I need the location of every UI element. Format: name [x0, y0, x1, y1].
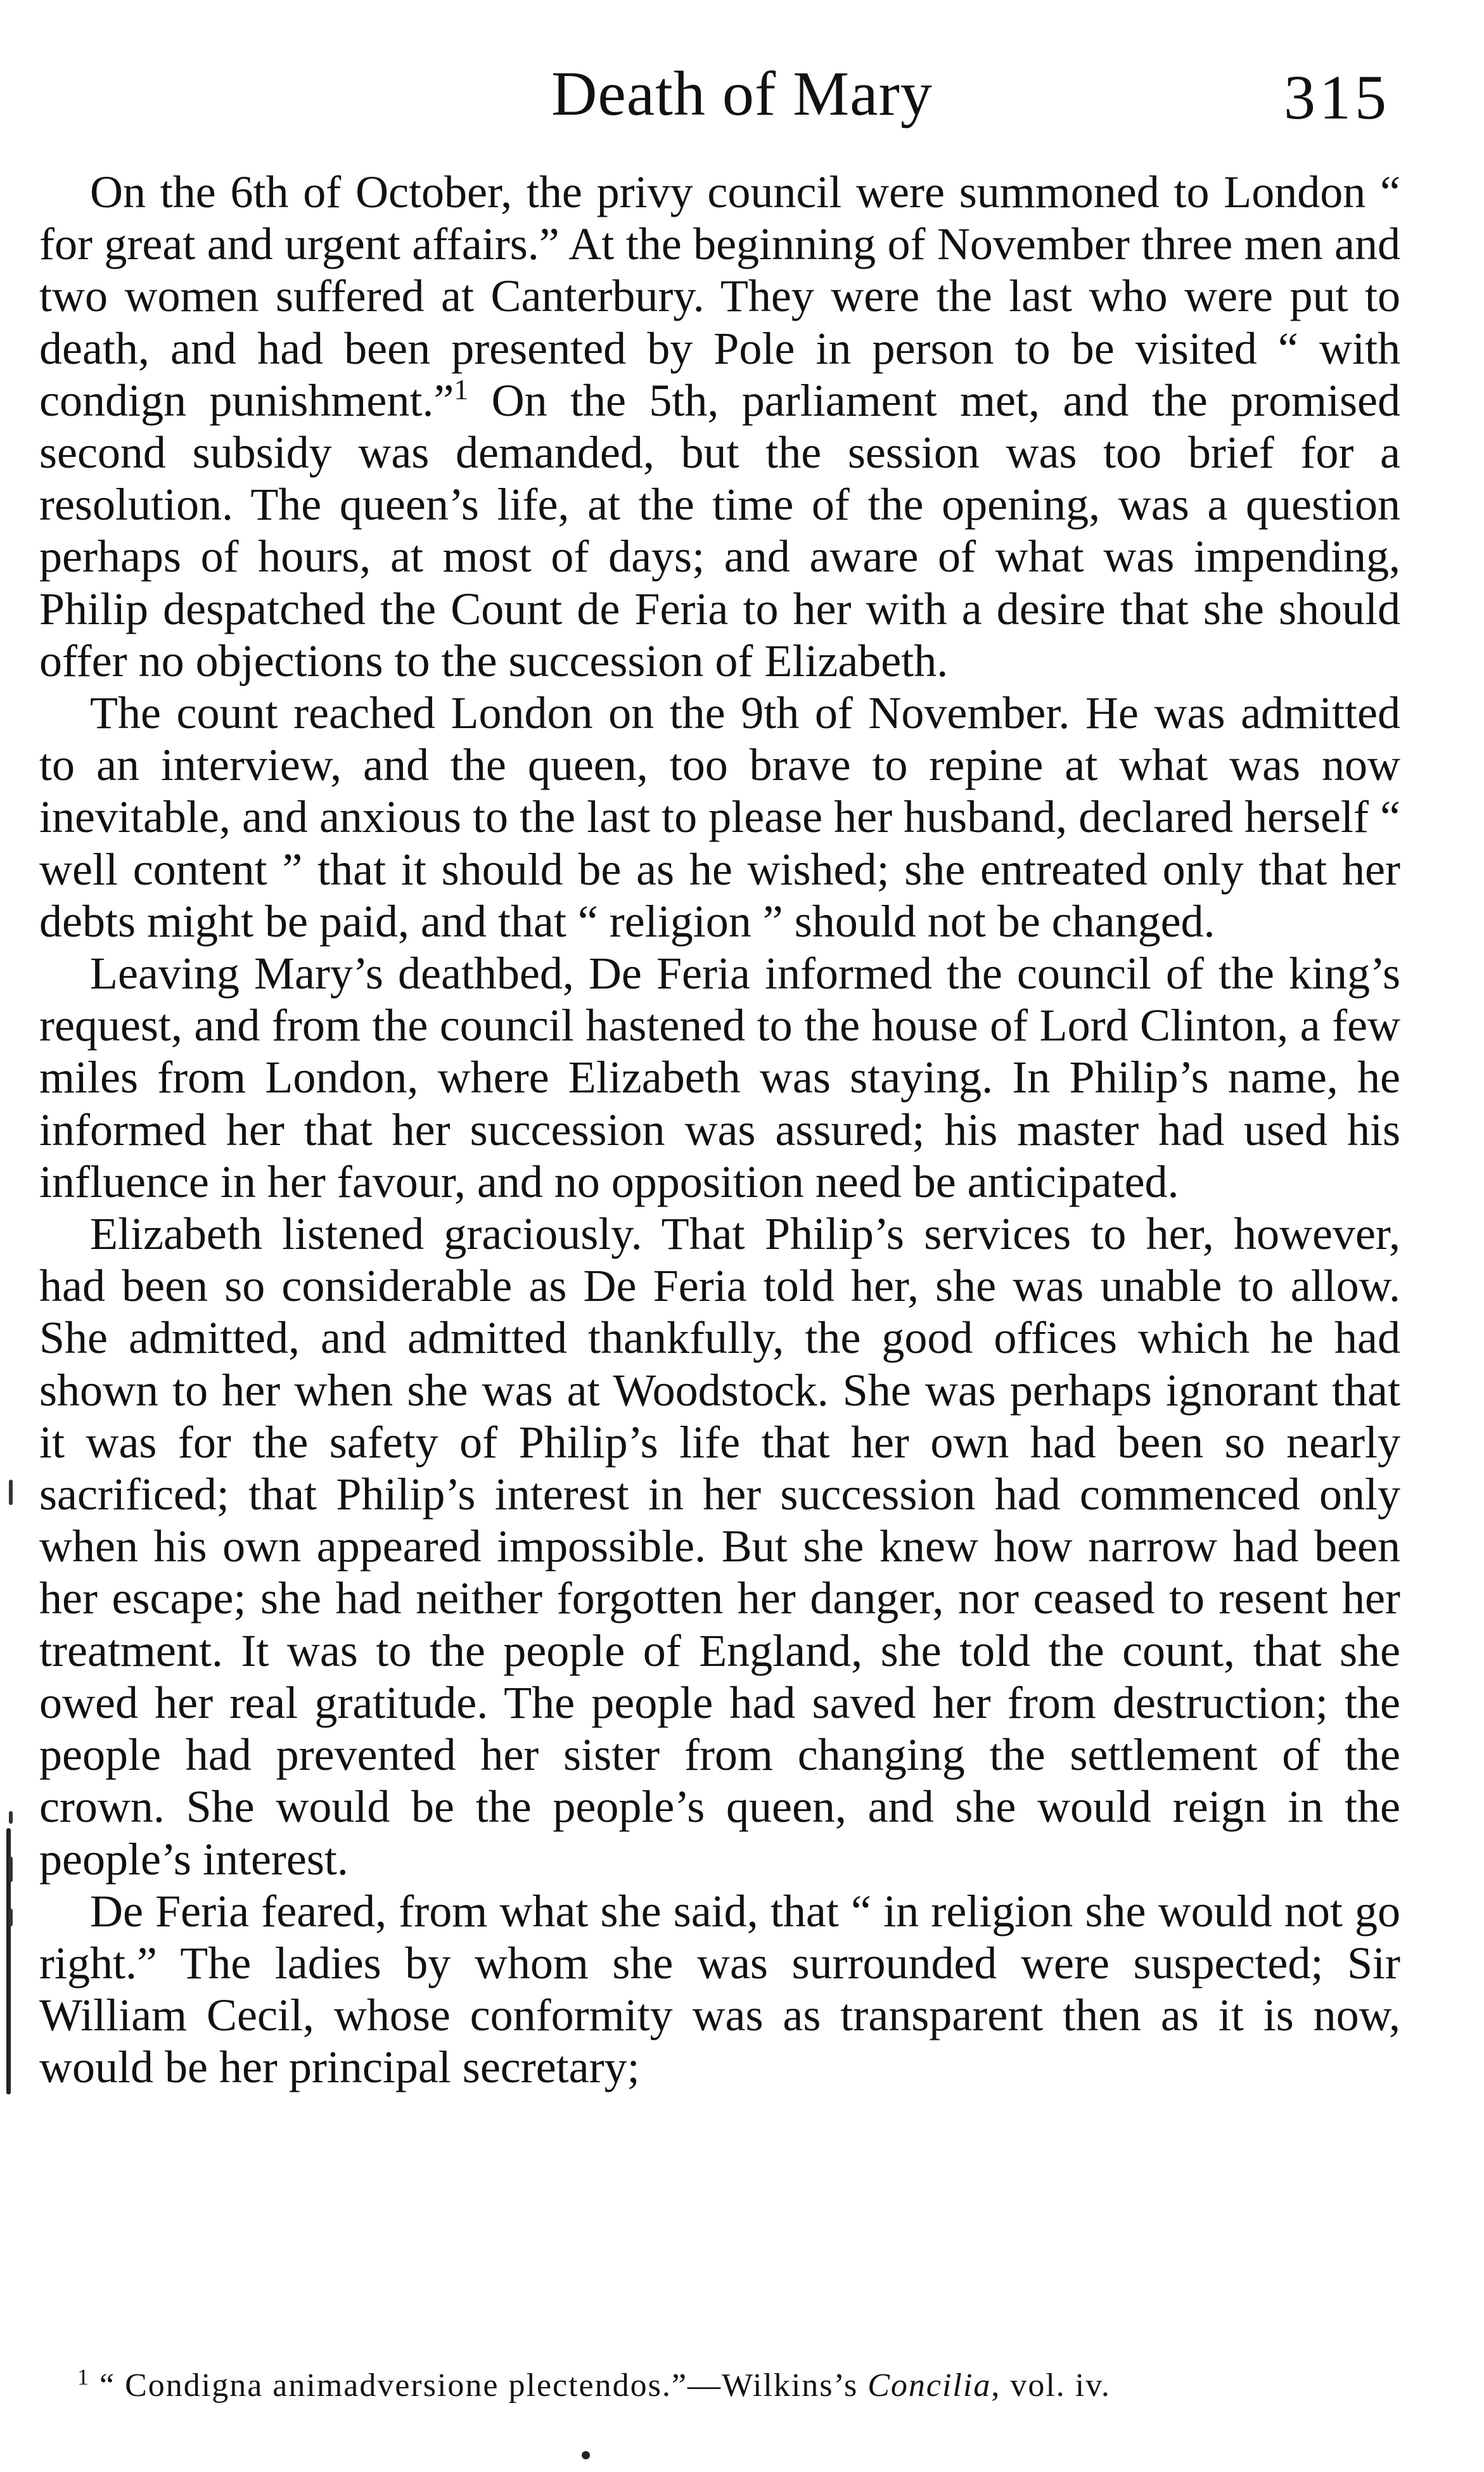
- body-text: [39, 166, 1400, 2094]
- margin-scan-tick: [9, 1857, 13, 1882]
- scan-speck: [582, 2451, 590, 2459]
- paragraph-2: The count reached London on the 9th of November. He was admitted to an interview, and the queen, too brave to repine at what was now inevitable, and anxious to the last to please her husband, declared herself “ well content ” that it should be as he wished; she entreated only that her debts might be paid, and that “ religion ” should not be changed.: [39, 688, 1400, 947]
- margin-scan-tick: [9, 1909, 13, 1926]
- footnote-work-title: Concilia: [867, 2367, 992, 2404]
- footnote-text: “ Condigna animadversione plectendos.”—Wilkins’s: [90, 2367, 868, 2404]
- paragraph-3: Leaving Mary’s deathbed, De Feria informed the council of the king’s request, and from the council hastened to the house of Lord Clinton, a few miles from London, where Elizabeth was staying. In Philip’s name, he informed her that her succession was assured; his master had used his influence in her favour, and no opposition need be anticipated.: [39, 948, 1400, 1207]
- page-number: 315: [1284, 62, 1390, 132]
- paragraph-4: Elizabeth listened graciously. That Philip’s services to her, however, had been so considerable as De Feria told her, she was unable to allow. She admitted, and admitted thankfully, the good offices which he had shown to her when she was at Woodstock. She was perhaps ignorant that it was for the safety of Philip’s life that her own had been so nearly sacrificed; that Philip’s interest in her succession had commenced only when his own appeared impossible. But she knew how narrow had been her escape; she had neither forgotten her danger, nor ceased to resent her treatment. It was to the people of England, she told the count, that she owed her real gratitude. The people had saved her from destruction; the people had prevented her sister from changing the settlement of the crown. She would be the people’s queen, and she would reign in the people’s interest.: [39, 1208, 1400, 1885]
- paragraph-5: De Feria feared, from what she said, that “ in religion she would not go right.” The ladies by whom she was surrounded were suspected; Sir William Cecil, whose conformity was as transparent then as it is now, would be her principal secretary;: [39, 1885, 1400, 2093]
- footnote: [39, 2364, 1400, 2408]
- footnote-marker: 1: [77, 2364, 90, 2390]
- paragraph-1-continuation: On the 5th, parliament met, and the promised second subsidy was demanded, but the session was too brief for a resolution. The queen’s life, at the time of the opening, was a question perhaps of hours, at most of days; and aware of what was impending, Philip despatched the Count de Feria to her with a desire that she should offer no objections to the succession of Elizabeth.: [39, 375, 1401, 686]
- page-header: [0, 56, 1484, 132]
- footnote-reference: 1: [454, 373, 469, 406]
- paragraph-1-text: On the 6th of October, the privy council were summoned to London “ for great and urgent affairs.” At the beginning of November three men and two women suffered at Canterbury. They were the last who were put to death, and had been presented by Pole in person to be visited “ with condign punishment.”: [39, 167, 1400, 426]
- margin-scan-tick: [9, 1811, 13, 1824]
- margin-scan-tick: [9, 1480, 13, 1505]
- running-title: Death of Mary: [551, 58, 933, 129]
- paragraph-1: [39, 166, 1400, 687]
- footnote-after: , vol. iv.: [991, 2367, 1111, 2404]
